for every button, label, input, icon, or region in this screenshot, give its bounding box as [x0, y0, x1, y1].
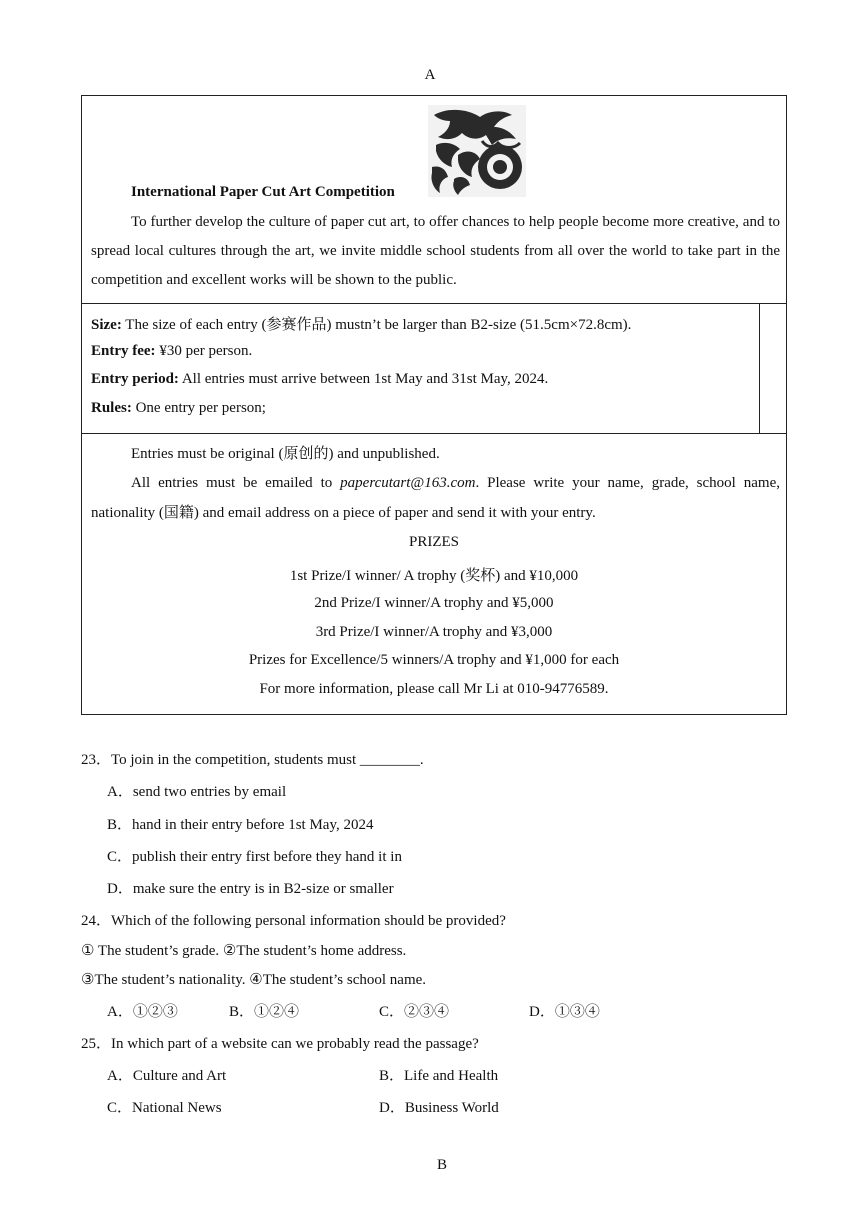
q24-info-line-2: ③The student’s nationality. ④The student’s school name. [81, 972, 427, 988]
period-text: All entries must arrive between 1st May and 31st May, 2024. [178, 371, 549, 387]
q24-info-line-1: ① The student’s grade. ②The student’s home address. [81, 943, 407, 959]
rules-text: One entry per person; [131, 400, 266, 416]
period-label: Entry period: [91, 371, 179, 387]
ad-title: International Paper Cut Art Competition [131, 184, 395, 200]
period-line [91, 371, 548, 388]
q24-option-b: B．①②④ [229, 1004, 300, 1020]
fee-line [91, 343, 252, 360]
q25-option-c: C．National News [107, 1100, 222, 1116]
size-line [91, 313, 631, 334]
fee-label: Entry fee: [91, 343, 156, 359]
size-text: The size of each entry (参赛作品) mustn’t be larger than B2-size (51.5cm×72.8cm). [121, 317, 632, 333]
ad-rules-box [81, 433, 787, 715]
q23-option-c: C．publish their entry first before they hand it in [107, 849, 402, 865]
prize-first: 1st Prize/I winner/ A trophy (奖杯) and ¥10,000 [289, 568, 579, 584]
email-address: papercutart@163.com [340, 475, 476, 491]
size-label: Size: [91, 317, 122, 333]
prize-third: 3rd Prize/I winner/A trophy and ¥3,000 [315, 624, 553, 640]
q24-option-d: D．①③④ [529, 1004, 600, 1020]
email-rule-pre: All entries must be emailed to [131, 475, 341, 491]
email-rule [91, 468, 780, 528]
q25-option-a: A．Culture and Art [107, 1068, 227, 1084]
q24-option-c: C．②③④ [379, 1004, 450, 1020]
ad-details-box [81, 303, 787, 434]
prize-second: 2nd Prize/I winner/A trophy and ¥5,000 [314, 595, 554, 611]
q25-stem: 25．In which part of a website can we probably read the passage? [81, 1036, 479, 1052]
q24-option-a: A．①②③ [107, 1004, 178, 1020]
rules-label: Rules: [91, 400, 132, 416]
q25-option-d: D．Business World [379, 1100, 499, 1116]
rules-line [91, 400, 266, 417]
original-rule: Entries must be original (原创的) and unpublished. [131, 446, 440, 462]
prize-excellence: Prizes for Excellence/5 winners/A trophy and ¥1,000 for each [248, 652, 620, 668]
q23-option-a: A．send two entries by email [107, 784, 287, 800]
ad-intro: To further develop the culture of paper cut art, to offer chances to help people become more creative, and to spread local cultures through the art, we invite middle school students from all over the world to take part in the competition and excellent works will be shown to the public. [91, 214, 780, 288]
paper-cut-image [428, 105, 526, 197]
ad-header-box [81, 95, 787, 304]
prizes-title: PRIZES [408, 534, 459, 550]
email-rule-post: . Please write your name, grade, school name, nationality (国籍) and email address on a piece of paper and send it with your entry. [91, 475, 780, 521]
section-label-a: A [424, 67, 436, 83]
contact-info: For more information, please call Mr Li at 010-94776589. [259, 681, 609, 697]
table-divider [759, 304, 760, 433]
q23-option-d: D．make sure the entry is in B2-size or smaller [107, 881, 394, 897]
q23-option-b: B．hand in their entry before 1st May, 2024 [107, 817, 374, 833]
fee-text: ¥30 per person. [155, 343, 253, 359]
q25-option-b: B．Life and Health [379, 1068, 499, 1084]
q23-stem: 23．To join in the competition, students must ________. [81, 752, 424, 768]
section-label-b: B [437, 1157, 448, 1173]
q24-stem: 24．Which of the following personal information should be provided? [81, 913, 506, 929]
